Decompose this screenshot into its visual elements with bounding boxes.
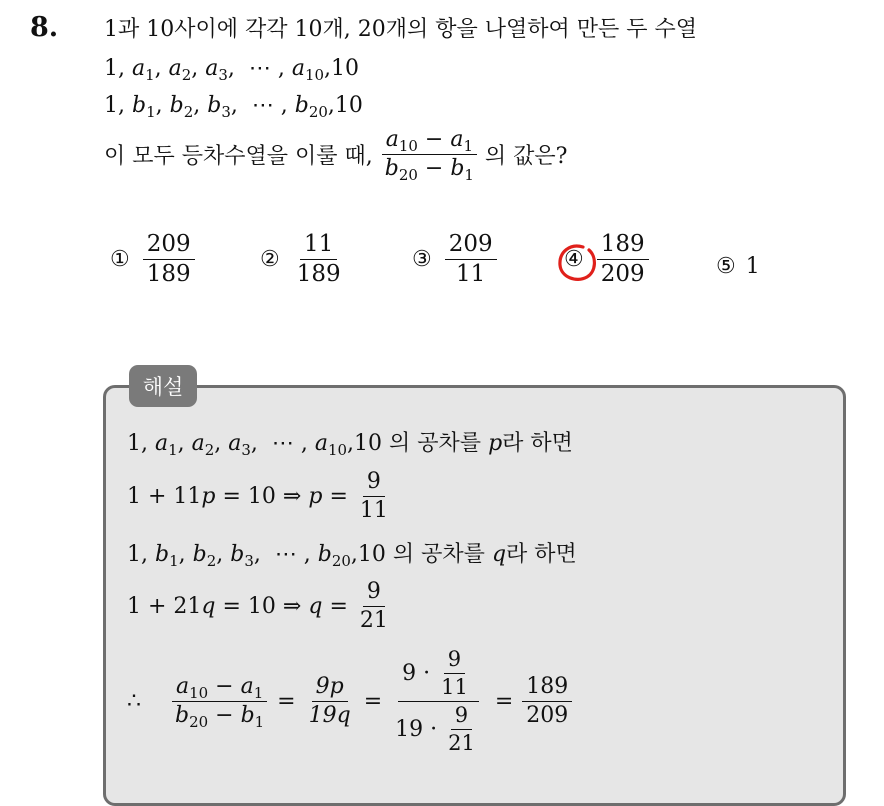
solution-line-3: 1, $b_1$, $b_2$, $b_3$, ⋯ , $b_{20},10$ 의 공차를 q라 하면	[127, 542, 577, 571]
choice-3[interactable]: ③ $\frac{209}{11}$	[412, 232, 500, 288]
expression-fraction: $\frac{a_{10} - a_1}{b_{20} - b_1}$	[381, 128, 478, 181]
solution-line-1: 1, $a_1$, $a_2$, $a_3$, ⋯ , $a_{10},10$ 의 공차를 p라 하면	[127, 431, 573, 460]
solution-line-4: 1 + 21 q = 10 ⇒ q = $\frac{9}{21}$	[127, 579, 388, 634]
question-number: 8.	[30, 12, 59, 43]
choice-5[interactable]: ⑤ 1	[716, 254, 760, 279]
solution-line-2: 1 + 11 p = 10 ⇒ p = $\frac{9}{11}$	[127, 469, 388, 524]
choice-2[interactable]: ② $\frac{11}{189}$	[260, 231, 341, 288]
sequence-b: 1, $b_1$, $b_2$, $b_3$, ⋯ , $b_{20},10$	[104, 93, 363, 122]
question-condition: 이 모두 등차수열을 이룰 때, $\frac{a_{10} - a_1}{b_{20} - b_1}$ 의 값은?	[104, 127, 568, 185]
question-stem: 1과 10사이에 각각 10개, 20개의 항을 나열하여 만든 두 수열	[104, 17, 697, 42]
choice-1[interactable]: ① $\frac{209}{189}$	[110, 232, 198, 288]
solution-line-5: ∴ $\frac{a_{10} - a_1}{b_{20} - b_1}$ = $\frac{9p}{19q}$ = 9 · $\frac{9}{11}$ 19 · $\frac{9}{21}$ = $\frac{189}{209}$	[127, 648, 575, 755]
answer-circle-mark	[556, 242, 598, 284]
choice-4[interactable]: ④ $\frac{189}{209}$	[564, 232, 652, 288]
sequence-a: 1, $a_1$, $a_2$, $a_3$, ⋯ , $a_{10},10$	[104, 56, 360, 85]
solution-tag: 해설	[129, 365, 197, 407]
